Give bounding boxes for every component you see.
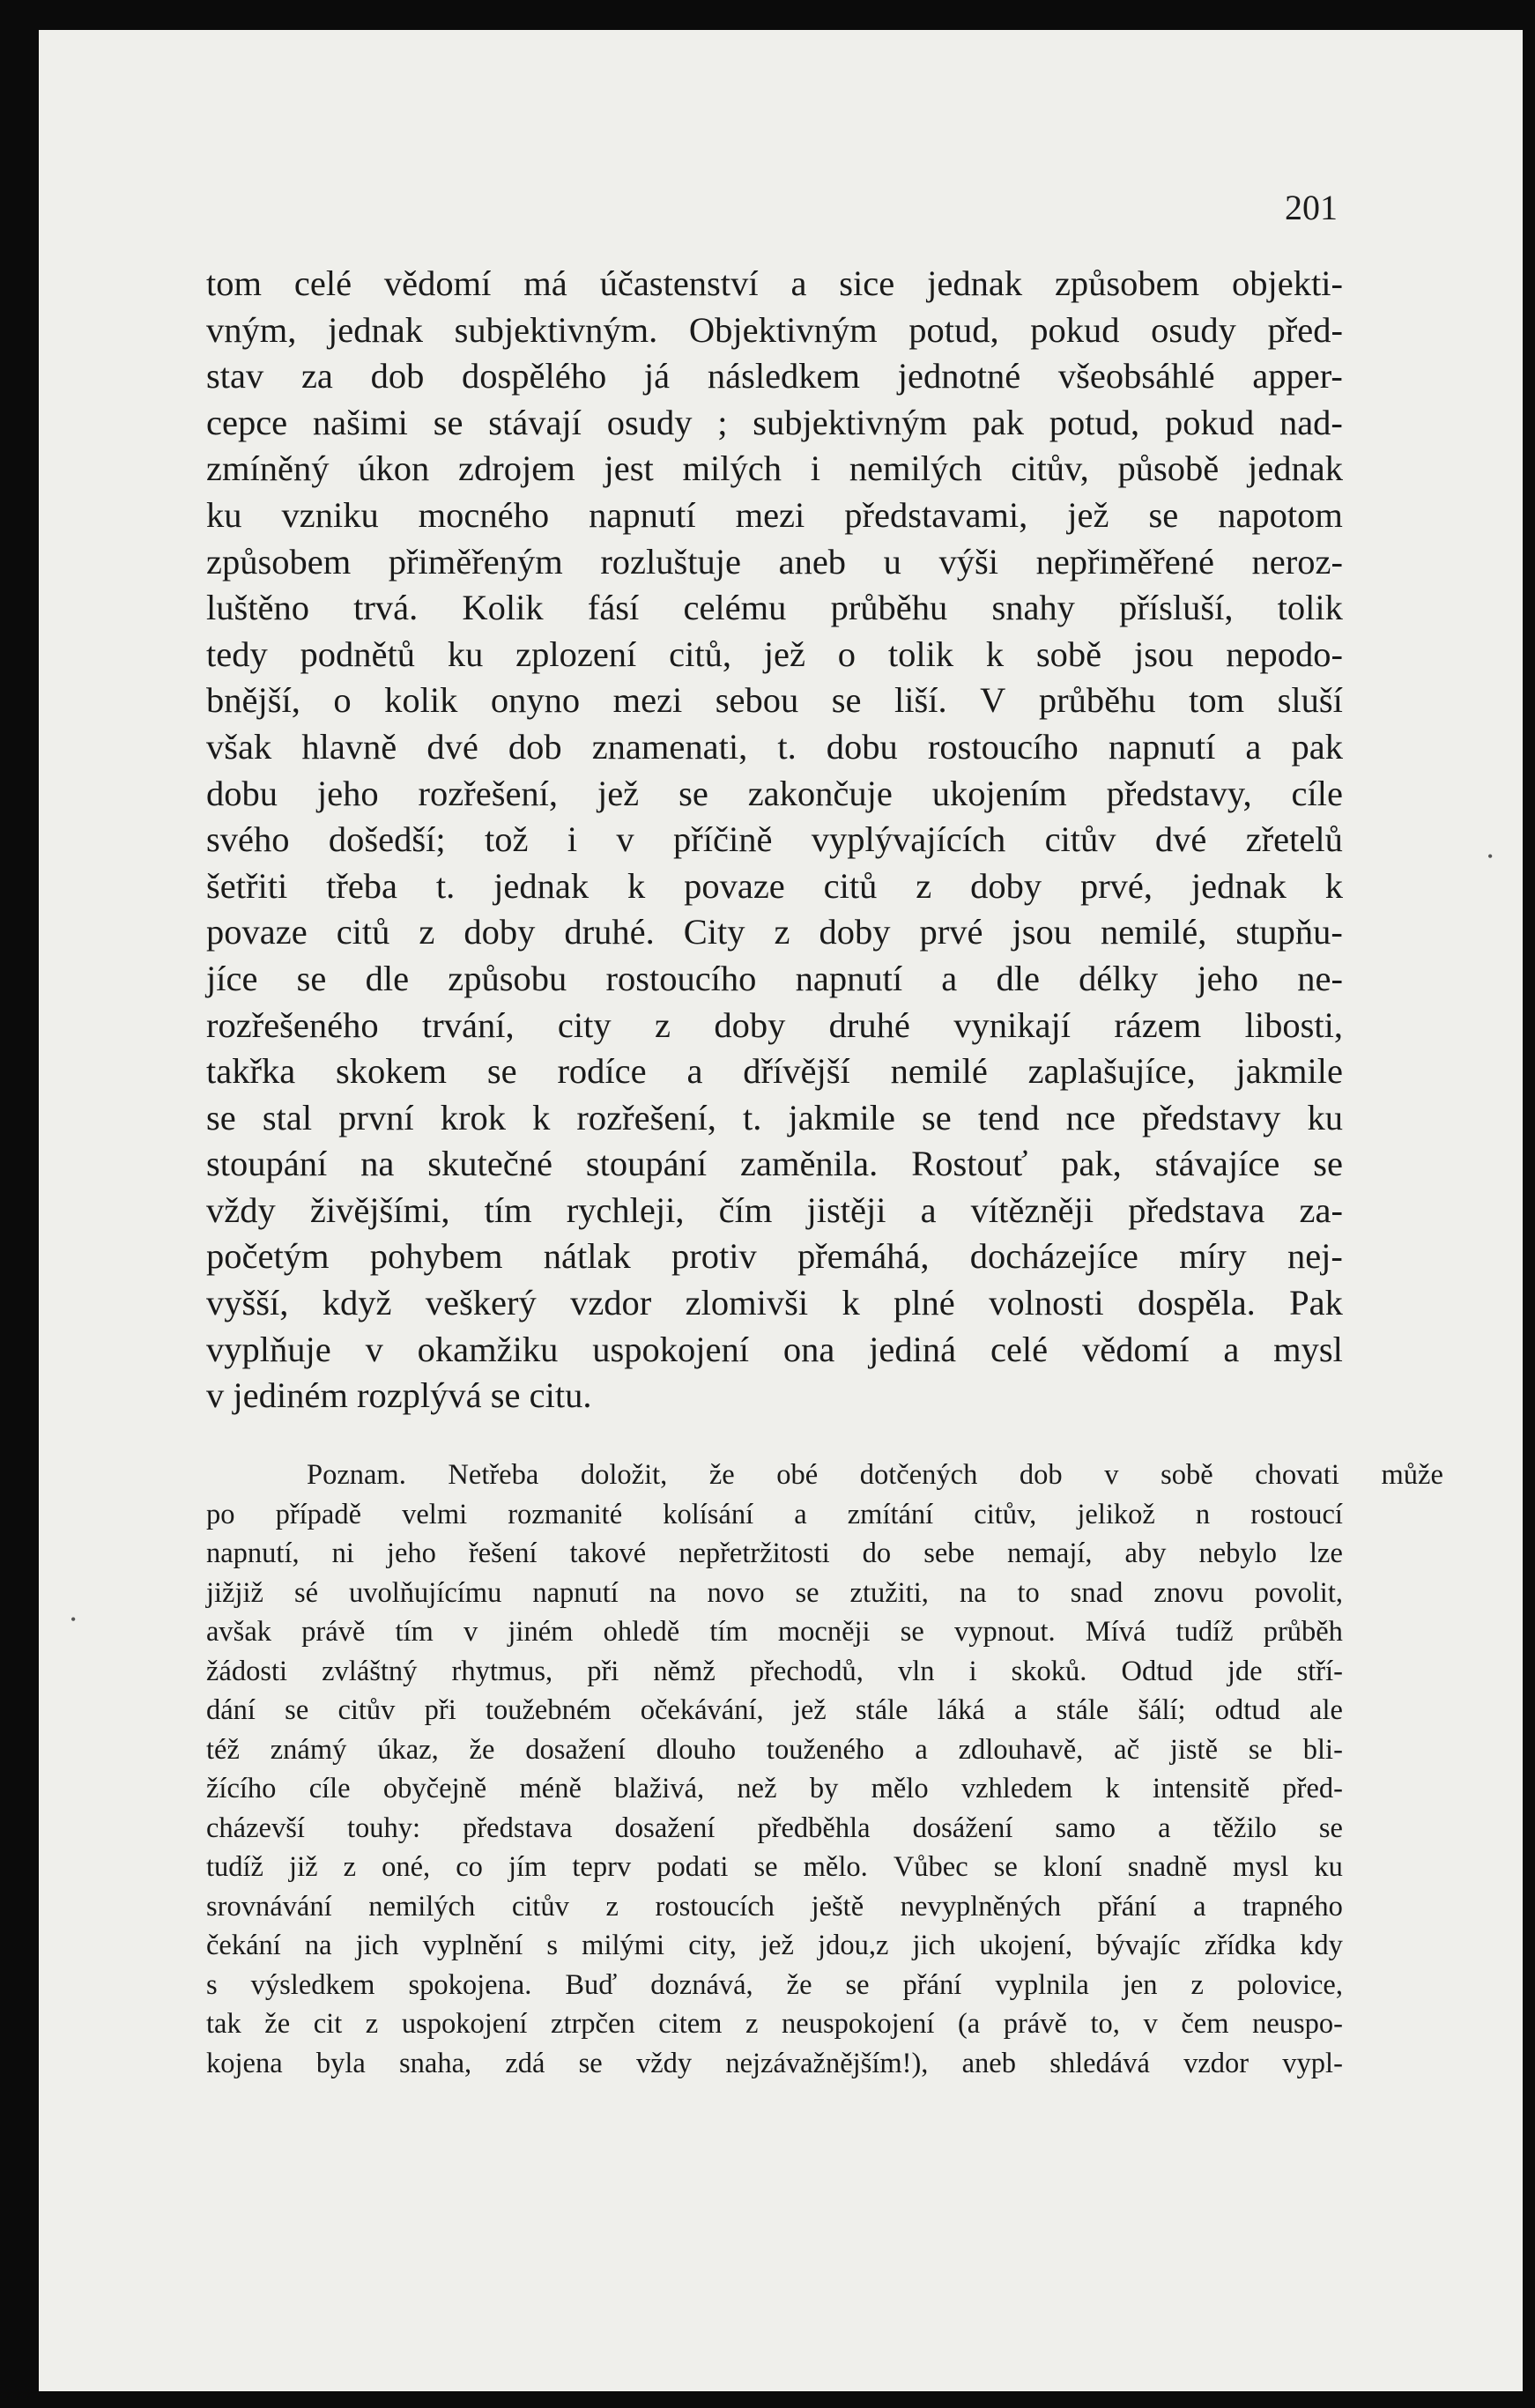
footnote-line: tudíž již z oné, co jím teprv podati se mělo. Vůbec se kloní snadně mysl ku: [206, 1851, 1343, 1883]
main-text-block: [206, 261, 1343, 1419]
text-line: vyšší, když veškerý vzdor zlomivši k plné volnosti dospěla. Pak: [206, 1283, 1343, 1323]
footnote-line: s výsledkem spokojena. Buď doznává, že se přání vyplnila jen z polovice,: [206, 1968, 1343, 2001]
text-line: tedy podnětů ku zplození citů, jež o tolik k sobě jsou nepodo-: [206, 633, 1343, 674]
text-line: stav za dob dospělého já následkem jednotné všeobsáhlé apper-: [206, 356, 1343, 396]
footnote-line: žícího cíle obyčejně méně blaživá, než by mělo vzhledem k intensitě před-: [206, 1773, 1343, 1804]
text-line: svého došedší; tož i v příčině vyplývajících citův dvé zřetelů: [206, 819, 1343, 860]
text-line: zmíněný úkon zdrojem jest milých i nemilých citův, působě jednak: [206, 448, 1343, 489]
text-line: vždy živějšími, tím rychleji, čím jistěji a vítězněji představa za-: [206, 1189, 1343, 1230]
page-number: 201: [1285, 188, 1338, 227]
footnote-line: jižjiž sé uvolňujícímu napnutí na novo se ztužiti, na to snad znovu povolit,: [206, 1576, 1343, 1609]
footnote-block: [206, 1456, 1443, 2083]
footnote-line: Poznam. Netřeba doložit, že obé dotčených dob v sobě chovati může: [307, 1459, 1443, 1491]
text-line: vyplňuje v okamžiku uspokojení ona jediná celé vědomí a mysl: [206, 1329, 1343, 1369]
footnote-line: čekání na jich vyplnění s milými city, jež jdou,z jich ukojení, bývajíc zřídka kdy: [206, 1930, 1343, 1961]
text-line: rozřešeného trvání, city z doby druhé vynikají rázem libosti,: [206, 1004, 1343, 1045]
text-line: cepce našimi se stávají osudy ; subjektivným pak potud, pokud nad-: [206, 402, 1343, 442]
text-line: stoupání na skutečné stoupání zaměnila. Rostouť pak, stávajíce se: [206, 1144, 1343, 1184]
text-line: takřka skokem se rodíce a dřívější nemilé zaplašujíce, jakmile: [206, 1051, 1343, 1092]
text-line: šetřiti třeba t. jednak k povaze citů z doby prvé, jednak k: [206, 865, 1343, 906]
footnote-line: srovnávání nemilých citův z rostoucích ještě nevyplněných přání a trapného: [206, 1890, 1343, 1923]
footnote-line: též známý úkaz, že dosažení dlouho touženého a zdlouhavě, ač jistě se bli-: [206, 1733, 1343, 1766]
text-line: jíce se dle způsobu rostoucího napnutí a dle délky jeho ne-: [206, 958, 1343, 998]
book-page: [39, 30, 1523, 2391]
margin-mark: •: [1487, 848, 1494, 865]
text-line: povaze citů z doby druhé. City z doby prvé jsou nemilé, stupňu-: [206, 912, 1343, 952]
text-line: se stal první krok k rozřešení, t. jakmile se tend nce představy ku: [206, 1097, 1343, 1137]
footnote-line: dání se citův při toužebném očekávání, jež stále láká a stále šálí; odtud ale: [206, 1694, 1343, 1726]
footnote-line: kojena byla snaha, zdá se vždy nejzávažnějším!), aneb shledává vzdor vypl-: [206, 2047, 1343, 2079]
footnote-line: cházevší touhy: představa dosažení předběhla dosážení samo a těžilo se: [206, 1812, 1343, 1844]
text-line: tom celé vědomí má účastenství a sice jednak způsobem objekti-: [206, 263, 1343, 303]
margin-mark: •: [70, 1611, 77, 1628]
text-line: v jediném rozplývá se citu.: [206, 1375, 592, 1416]
text-line: způsobem přiměřeným rozluštuje aneb u výši nepřiměřené neroz-: [206, 541, 1343, 582]
text-line: početým pohybem nátlak protiv přemáhá, docházejíce míry nej-: [206, 1236, 1343, 1277]
footnote-line: napnutí, ni jeho řešení takové nepřetržitosti do sebe nemají, aby nebylo lze: [206, 1537, 1343, 1569]
text-line: však hlavně dvé dob znamenati, t. dobu rostoucího napnutí a pak: [206, 726, 1343, 767]
text-line: luštěno trvá. Kolik fásí celému průběhu snahy přísluší, tolik: [206, 588, 1343, 628]
text-line: vným, jednak subjektivným. Objektivným potud, pokud osudy před-: [206, 309, 1343, 350]
text-line: ku vzniku mocného napnutí mezi představami, jež se napotom: [206, 494, 1343, 535]
footnote-line: žádosti zvláštný rhytmus, při němž přechodů, vln i skoků. Odtud jde stří-: [206, 1655, 1343, 1687]
text-line: bnější, o kolik onyno mezi sebou se liší. V průběhu tom sluší: [206, 680, 1343, 721]
footnote-line: avšak právě tím v jiném ohledě tím mocněji se vypnout. Mívá tudíž průběh: [206, 1616, 1343, 1648]
text-line: dobu jeho rozřešení, jež se zakončuje ukojením představy, cíle: [206, 773, 1343, 813]
footnote-line: po případě velmi rozmanité kolísání a zmítání citův, jelikož n rostoucí: [206, 1498, 1343, 1530]
footnote-line: tak že cit z uspokojení ztrpčen citem z neuspokojení (a právě to, v čem neuspo-: [206, 2008, 1343, 2040]
